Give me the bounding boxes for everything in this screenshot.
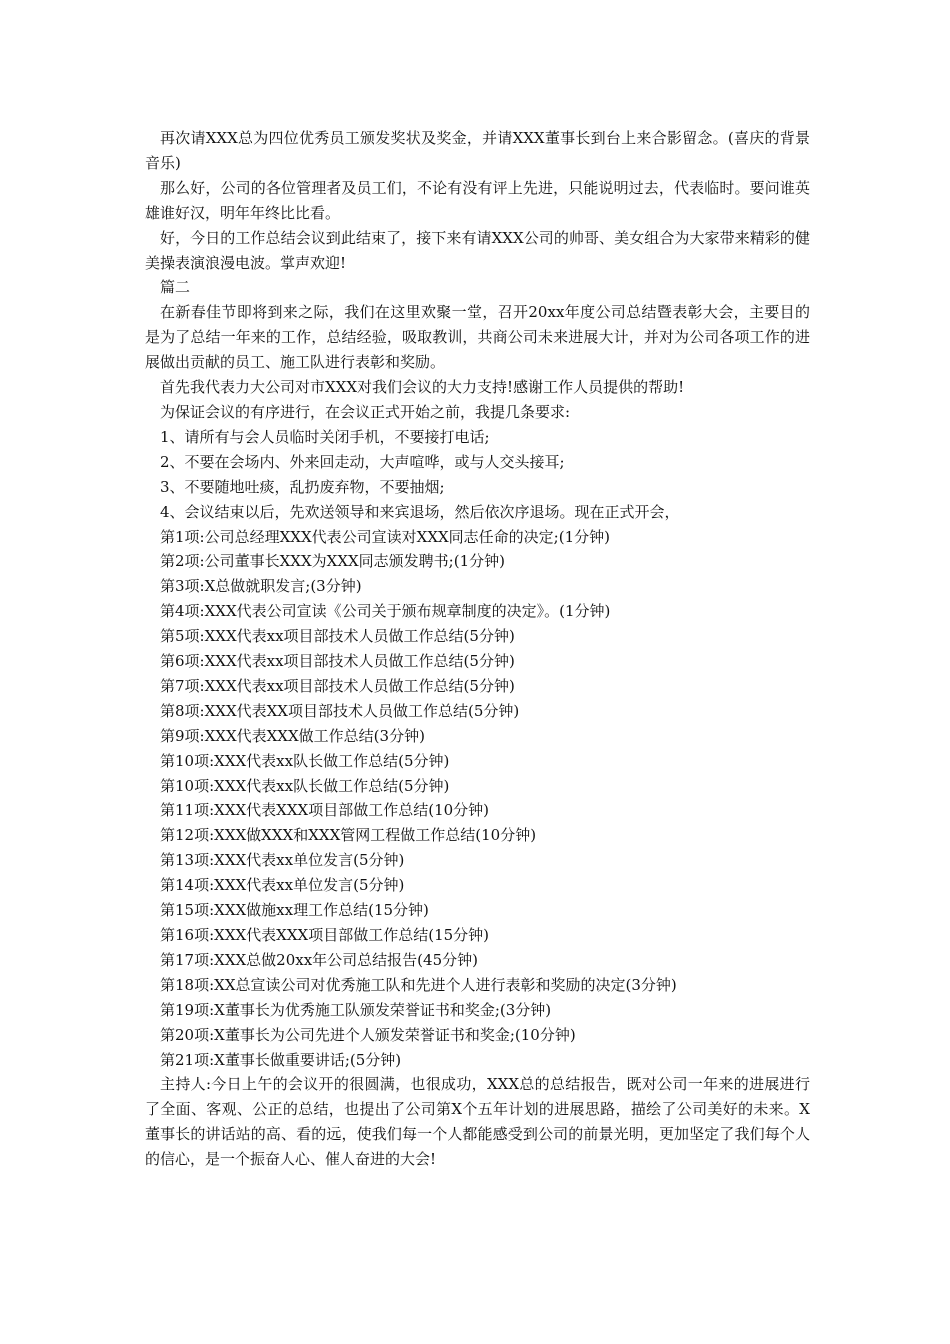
section-heading: 篇二 bbox=[160, 278, 191, 297]
paragraph-meeting-end: 好，今日的工作总结会议到此结束了，接下来有请XXX公司的帅哥、美女组合为大家带来精彩的健美操表演浪漫电波。掌声欢迎! bbox=[145, 228, 810, 272]
agenda-item: 第1项:公司总经理XXX代表公司宣读对XXX同志任命的决定;(1分钟) bbox=[160, 527, 610, 546]
requirement-item: 3、不要随地吐痰，乱扔废弃物，不要抽烟; bbox=[160, 477, 445, 496]
agenda-item: 第9项:XXX代表XXX做工作总结(3分钟) bbox=[160, 726, 425, 745]
requirement-item: 1、请所有与会人员临时关闭手机，不要接打电话; bbox=[160, 427, 490, 446]
paragraph-opening: 在新春佳节即将到来之际，我们在这里欢聚一堂，召开20xx年度公司总结暨表彰大会，主要目的是为了总结一年来的工作，总结经验，吸取教训，共商公司未来进展大计，并对为公司各项工作的进展做出贡献的员工、施工队进行表彰和奖励。 bbox=[145, 303, 810, 372]
agenda-item: 第19项:X董事长为优秀施工队颁发荣誉证书和奖金;(3分钟) bbox=[160, 1000, 552, 1019]
agenda-item: 第20项:X董事长为公司先进个人颁发荣誉证书和奖金;(10分钟) bbox=[160, 1025, 576, 1044]
agenda-item: 第6项:XXX代表xx项目部技术人员做工作总结(5分钟) bbox=[160, 652, 515, 671]
agenda-item: 第14项:XXX代表xx单位发言(5分钟) bbox=[160, 876, 405, 895]
paragraph-managers-address: 那么好，公司的各位管理者及员工们，不论有没有评上先进，只能说明过去，代表临时。要问谁英雄谁好汉，明年年终比比看。 bbox=[145, 178, 810, 222]
requirement-item: 2、不要在会场内、外来回走动，大声喧哗，或与人交头接耳; bbox=[160, 452, 565, 471]
agenda-item: 第10项:XXX代表xx队长做工作总结(5分钟) bbox=[160, 751, 450, 770]
agenda-item: 第4项:XXX代表公司宣读《公司关于颁布规章制度的决定》。(1分钟) bbox=[160, 602, 611, 621]
agenda-item: 第10项:XXX代表xx队长做工作总结(5分钟) bbox=[160, 776, 450, 795]
agenda-item: 第21项:X董事长做重要讲话;(5分钟) bbox=[160, 1050, 402, 1069]
agenda-item: 第2项:公司董事长XXX为XXX同志颁发聘书;(1分钟) bbox=[160, 552, 505, 571]
agenda-item: 第3项:X总做就职发言;(3分钟) bbox=[160, 577, 362, 596]
paragraph-award-ceremony: 再次请XXX总为四位优秀员工颁发奖状及奖金，并请XXX董事长到台上来合影留念。(喜庆的背景音乐) bbox=[145, 129, 810, 172]
document-body bbox=[145, 126, 810, 1172]
agenda-item: 第15项:XXX做施xx理工作总结(15分钟) bbox=[160, 901, 429, 920]
agenda-item: 第8项:XXX代表XX项目部技术人员做工作总结(5分钟) bbox=[160, 701, 520, 720]
agenda-item: 第11项:XXX代表XXX项目部做工作总结(10分钟) bbox=[160, 801, 490, 820]
agenda-item: 第7项:XXX代表xx项目部技术人员做工作总结(5分钟) bbox=[160, 676, 515, 695]
agenda-item: 第18项:XX总宣读公司对优秀施工队和先进个人进行表彰和奖励的决定(3分钟) bbox=[160, 975, 677, 994]
paragraph-requirements-intro: 为保证会议的有序进行，在会议正式开始之前，我提几条要求: bbox=[160, 402, 571, 421]
paragraph-thanks: 首先我代表力大公司对市XXX对我们会议的大力支持!感谢工作人员提供的帮助! bbox=[160, 378, 685, 397]
paragraph-host-closing: 主持人:今日上午的会议开的很圆满，也很成功，XXX总的总结报告，既对公司一年来的进展进行了全面、客观、公正的总结，也提出了公司第X个五年计划的进展思路，描绘了公司美好的未来。X董事长的讲话站的高、看的远，使我们每一个人都能感受到公司的前景光明，更加坚定了我们每个人的信心，是一个振奋人心、催人奋进的大会! bbox=[145, 1075, 810, 1169]
requirement-item: 4、会议结束以后，先欢送领导和来宾退场，然后依次序退场。现在正式开会， bbox=[160, 502, 680, 521]
agenda-item: 第5项:XXX代表xx项目部技术人员做工作总结(5分钟) bbox=[160, 627, 515, 646]
agenda-item: 第16项:XXX代表XXX项目部做工作总结(15分钟) bbox=[160, 926, 490, 944]
agenda-item: 第17项:XXX总做20xx年公司总结报告(45分钟) bbox=[160, 950, 478, 969]
agenda-item: 第12项:XXX做XXX和XXX管网工程做工作总结(10分钟) bbox=[160, 826, 537, 845]
agenda-item: 第13项:XXX代表xx单位发言(5分钟) bbox=[160, 851, 405, 870]
